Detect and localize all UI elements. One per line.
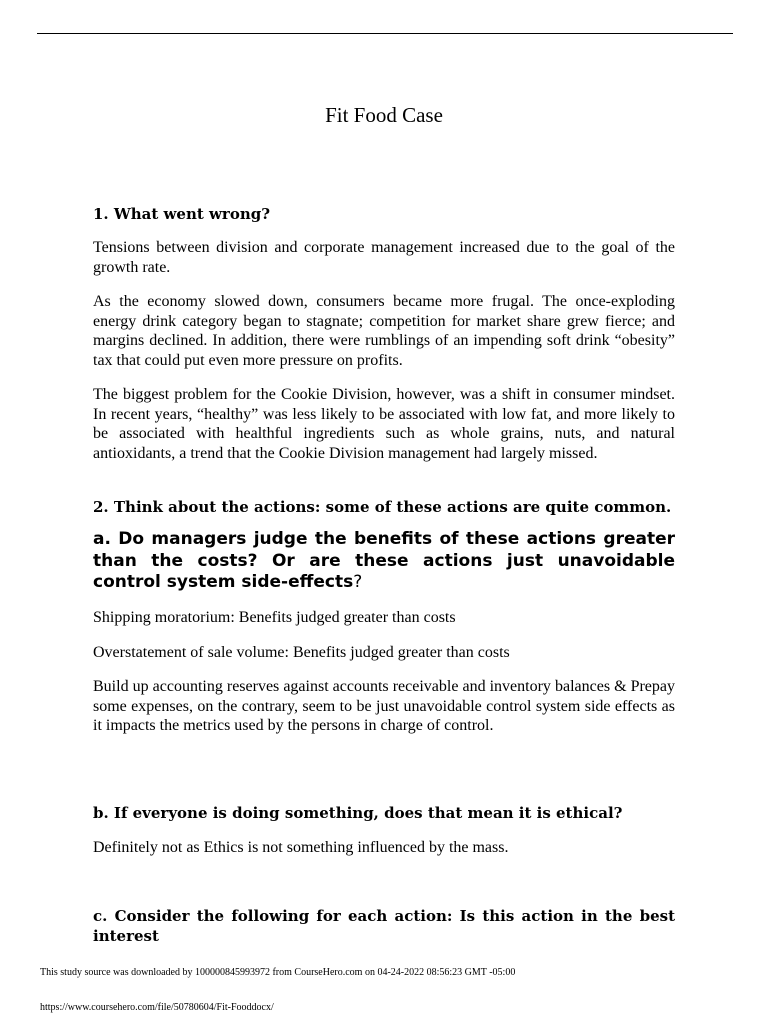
q1-paragraph-3: The biggest problem for the Cookie Division, however, was a shift in consumer mindset. In recent years, “healthy” was less likely to be associated with low fat, and more likely to be associated with healthful ingredients such as whole grains, nuts, and natural antioxidants, a trend that the Cookie Division management had largely missed. bbox=[93, 386, 675, 462]
q2a-answer-overstatement: Overstatement of sale volume: Benefits judged greater than costs bbox=[93, 644, 510, 661]
question-2c-heading: c. Consider the following for each action: Is this action in the best interest bbox=[93, 907, 675, 945]
source-url[interactable]: https://www.coursehero.com/file/50780604/Fit-Fooddocx/ bbox=[40, 1002, 274, 1013]
top-divider bbox=[37, 33, 733, 34]
question-2a-heading-text: a. Do managers judge the benefits of these actions greater than the costs? Or are these actions just unavoidable control system side-effects bbox=[93, 529, 675, 592]
q1-paragraph-1: Tensions between division and corporate management increased due to the goal of the growth rate. bbox=[93, 239, 675, 276]
q2a-answer-reserves: Build up accounting reserves against accounts receivable and inventory balances & Prepay some expenses, on the contrary, seem to be just unavoidable control system side effects as it impacts the metrics used by the persons in charge of control. bbox=[93, 678, 675, 735]
download-notice: This study source was downloaded by 100000845993972 from CourseHero.com on 04-24-2022 08:56:23 GMT -05:00 bbox=[40, 967, 516, 978]
question-2a-heading bbox=[93, 529, 675, 594]
question-2b-heading: b. If everyone is doing something, does that mean it is ethical? bbox=[93, 804, 623, 822]
q1-paragraph-2: As the economy slowed down, consumers became more frugal. The once-exploding energy drink category began to stagnate; competition for market share grew fierce; and margins declined. In addition, there were rumblings of an impending soft drink “obesity” tax that could put even more pressure on profits. bbox=[93, 293, 675, 369]
question-2a-heading-mark: ? bbox=[353, 572, 363, 592]
q2a-answer-shipping: Shipping moratorium: Benefits judged greater than costs bbox=[93, 609, 456, 626]
question-1-heading: 1. What went wrong? bbox=[93, 205, 271, 223]
question-2-heading: 2. Think about the actions: some of these actions are quite common. bbox=[93, 498, 672, 516]
q2b-answer: Definitely not as Ethics is not something influenced by the mass. bbox=[93, 839, 509, 856]
document-title: Fit Food Case bbox=[325, 103, 443, 127]
